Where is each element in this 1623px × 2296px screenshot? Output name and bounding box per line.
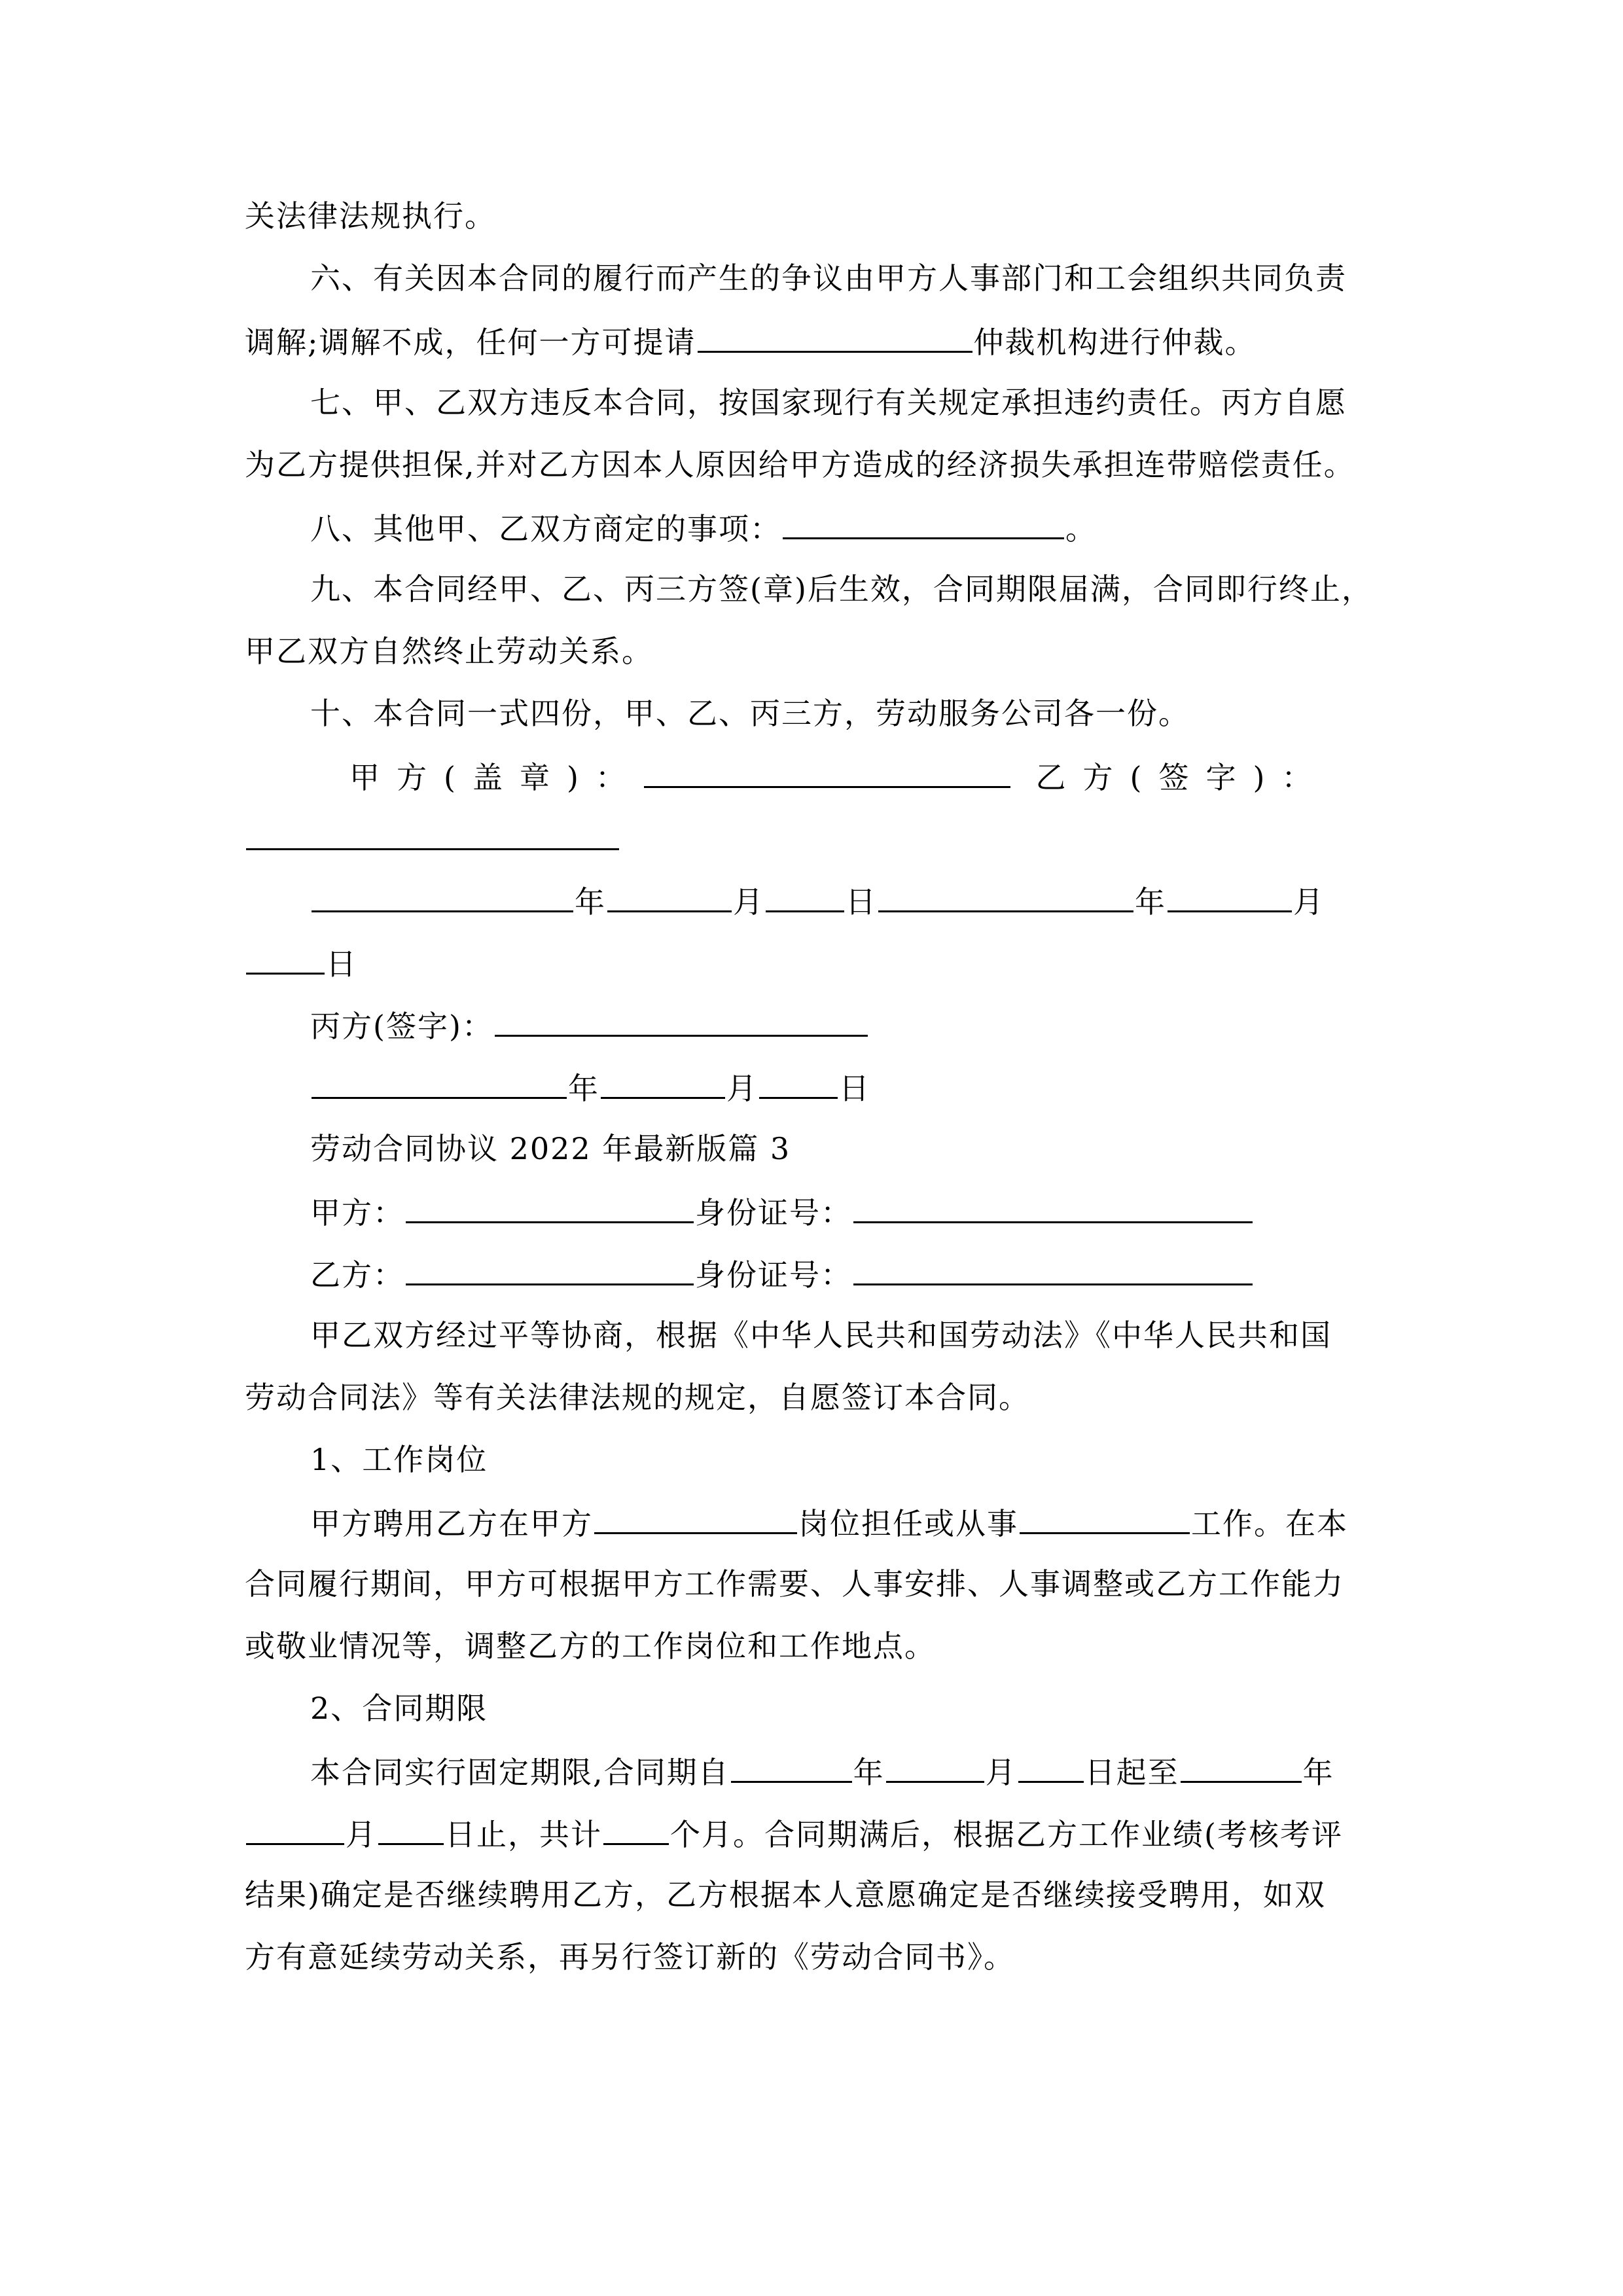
section-title: 劳动合同协议 2022 年最新版篇 3: [310, 1131, 791, 1166]
text: 调解;调解不成，任何一方可提请: [245, 325, 696, 360]
date-line-ab: [310, 880, 1325, 922]
year-label: 年: [1302, 1755, 1334, 1790]
month-blank[interactable]: [601, 1067, 725, 1099]
clause-10: 十、本合同一式四份，甲、乙、丙三方，劳动服务公司各一份。: [310, 696, 1190, 731]
text: 本合同实行固定期限,合同期自: [310, 1755, 730, 1790]
clause-7-cont: 为乙方提供担保,并对乙方因本人原因给甲方造成的经济损失承担连带赔偿责任。: [245, 447, 1355, 482]
clause-8: [310, 507, 1097, 548]
party-b-id-blank[interactable]: [853, 1253, 1253, 1285]
day-label: 日: [326, 946, 357, 982]
start-year-blank[interactable]: [731, 1751, 852, 1783]
day-blank[interactable]: [759, 1067, 838, 1099]
arbitration-blank[interactable]: [698, 321, 972, 353]
text: 八、其他甲、乙双方商定的事项：: [310, 511, 781, 547]
months-blank[interactable]: [603, 1813, 669, 1845]
contract-term-line: [310, 1751, 1334, 1792]
id-number-label: 身份证号：: [695, 1257, 852, 1293]
job-position-line: [310, 1502, 1348, 1543]
paragraph-line: 关法律法规执行。: [245, 198, 496, 234]
text: 甲方聘用乙方在甲方: [310, 1506, 593, 1541]
preamble: 甲乙双方经过平等协商，根据《中华人民共和国劳动法》《中华人民共和国: [310, 1318, 1332, 1353]
party-c-sign-label: 丙方(签字)：: [310, 1009, 493, 1044]
party-b-sign-blank[interactable]: [246, 818, 619, 850]
signature-line-ab: [349, 756, 1329, 797]
day-label: 日: [846, 884, 877, 920]
job-position-cont: 合同履行期间，甲方可根据甲方工作需要、人事安排、人事调整或乙方工作能力: [245, 1566, 1344, 1602]
party-b-line: [310, 1253, 1254, 1295]
party-b-label: 乙方：: [310, 1257, 404, 1293]
heading-job-position: 1、工作岗位: [310, 1442, 488, 1477]
end-month-blank[interactable]: [246, 1813, 344, 1845]
month-label: 月: [985, 1755, 1017, 1790]
year-label: 年: [568, 1071, 599, 1106]
clause-7: 七、甲、乙双方违反本合同，按国家现行有关规定承担违约责任。丙方自愿: [310, 385, 1347, 420]
position-blank[interactable]: [594, 1502, 797, 1534]
party-a-name-blank[interactable]: [406, 1191, 694, 1223]
clause-9-cont: 甲乙双方自然终止劳动关系。: [245, 634, 653, 669]
text: 岗位担任或从事: [798, 1506, 1018, 1541]
month-label: 月: [346, 1817, 377, 1852]
contract-term-cont3: 方有意延续劳动关系，再另行签订新的《劳动合同书》。: [245, 1939, 1015, 1975]
party-c-sign-line: [310, 1005, 869, 1046]
day-label: 日: [839, 1071, 870, 1106]
clause-9: 九、本合同经甲、乙、丙三方签(章)后生效，合同期限届满，合同即行终止，: [310, 571, 1373, 607]
day-blank[interactable]: [246, 942, 325, 975]
year-blank[interactable]: [312, 880, 573, 912]
year-label: 年: [575, 884, 606, 920]
start-month-blank[interactable]: [886, 1751, 984, 1783]
party-a-seal-label: 甲方(盖章)：: [349, 760, 643, 795]
year-blank[interactable]: [312, 1067, 567, 1099]
text: 日起至: [1084, 1755, 1179, 1790]
month-label: 月: [733, 884, 764, 920]
date-line-c: [310, 1067, 870, 1108]
text: 仲裁机构进行仲裁。: [973, 325, 1257, 360]
party-a-seal-blank[interactable]: [644, 756, 1010, 788]
text: 。: [1065, 511, 1097, 547]
party-a-line: [310, 1191, 1254, 1232]
clause-6: 六、有关因本合同的履行而产生的争议由甲方人事部门和工会组织共同负责: [310, 260, 1347, 296]
party-b-sign-label: 乙方(签字)：: [1035, 760, 1329, 795]
contract-term-cont: [245, 1813, 1343, 1854]
preamble-cont: 劳动合同法》等有关法律法规的规定，自愿签订本合同。: [245, 1380, 1030, 1415]
day-blank[interactable]: [766, 880, 844, 912]
heading-contract-term: 2、合同期限: [310, 1691, 488, 1726]
month-label: 月: [1293, 884, 1325, 920]
party-b-sign-row: [245, 818, 620, 859]
year-blank[interactable]: [878, 880, 1133, 912]
party-b-name-blank[interactable]: [406, 1253, 694, 1285]
year-label: 年: [1135, 884, 1166, 920]
date-line-ab-cont: [245, 942, 357, 984]
party-c-sign-blank[interactable]: [495, 1005, 868, 1037]
end-year-blank[interactable]: [1181, 1751, 1302, 1783]
other-matters-blank[interactable]: [783, 507, 1064, 539]
text: 工作。在本: [1191, 1506, 1348, 1541]
text: 日止，共计: [445, 1817, 602, 1852]
job-position-cont2: 或敬业情况等，调整乙方的工作岗位和工作地点。: [245, 1628, 936, 1664]
month-blank[interactable]: [607, 880, 732, 912]
month-label: 月: [726, 1071, 758, 1106]
party-a-id-blank[interactable]: [853, 1191, 1253, 1223]
id-number-label: 身份证号：: [695, 1195, 852, 1230]
contract-term-cont2: 结果)确定是否继续聘用乙方，乙方根据本人意愿确定是否继续接受聘用，如双: [245, 1877, 1326, 1912]
month-blank[interactable]: [1168, 880, 1292, 912]
work-blank[interactable]: [1020, 1502, 1190, 1534]
start-day-blank[interactable]: [1018, 1751, 1084, 1783]
end-day-blank[interactable]: [378, 1813, 444, 1845]
clause-6-cont: [245, 321, 1257, 362]
party-a-label: 甲方：: [310, 1195, 404, 1230]
text: 个月。合同期满后，根据乙方工作业绩(考核考评: [670, 1817, 1343, 1852]
year-label: 年: [853, 1755, 885, 1790]
